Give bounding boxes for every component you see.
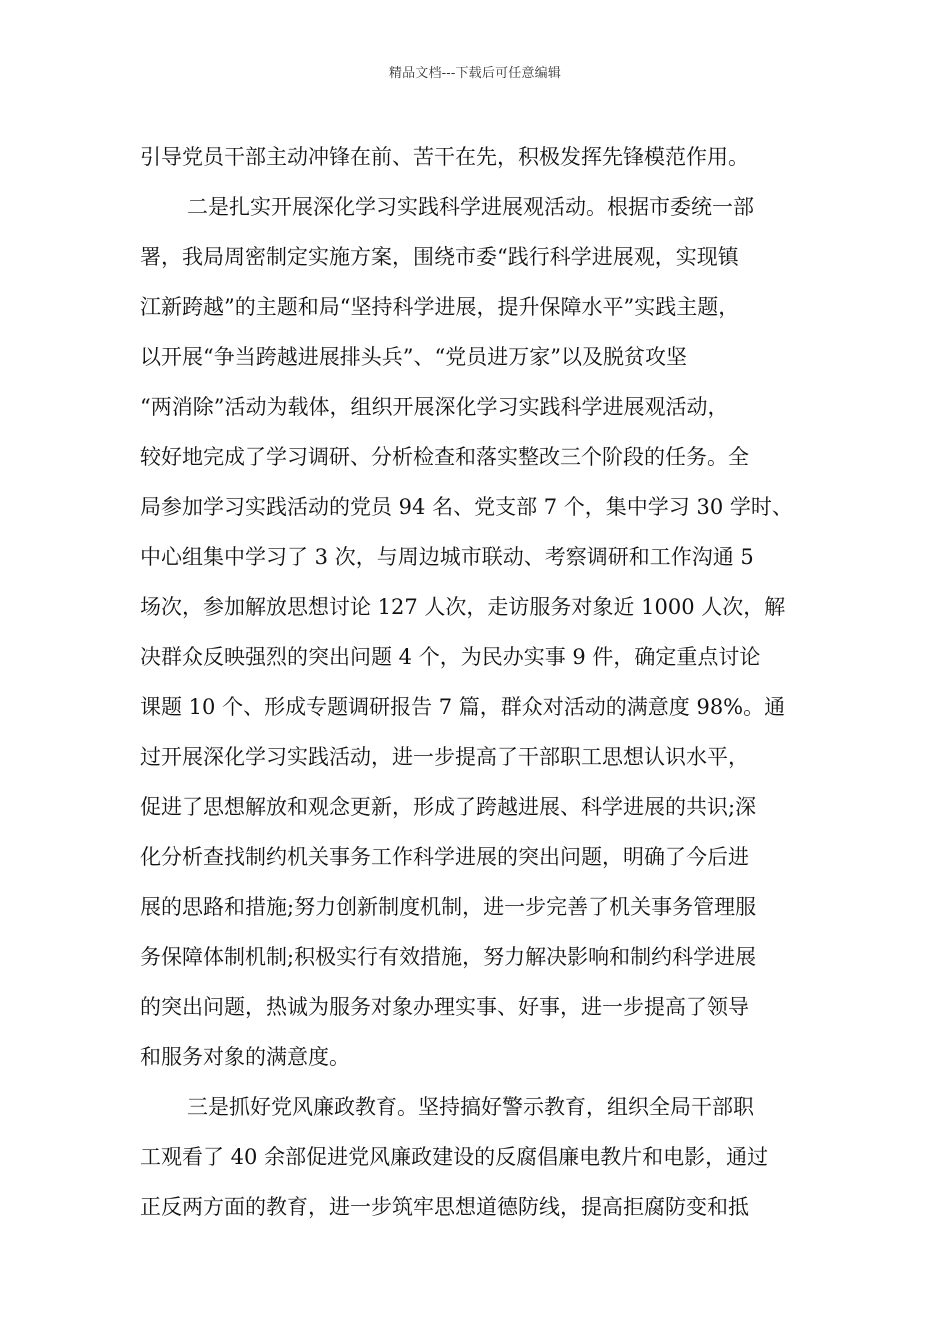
text-line: 署，我局周密制定实施方案，围绕市委“践行科学进展观，实现镇 <box>140 245 739 269</box>
text-line: 展的思路和措施;努力创新制度机制，进一步完善了机关事务管理服 <box>140 895 757 919</box>
text-line: 务保障体制机制;积极实行有效措施，努力解决影响和制约科学进展 <box>140 945 757 969</box>
text-line: 场次，参加解放思想讨论 127 人次，走访服务对象近 1000 人次，解 <box>140 595 786 619</box>
text-line: 二是扎实开展深化学习实践科学进展观活动。根据市委统一部 <box>187 195 754 219</box>
text-line: 过开展深化学习实践活动，进一步提高了干部职工思想认识水平， <box>140 745 749 769</box>
text-line: 促进了思想解放和观念更新，形成了跨越进展、科学进展的共识;深 <box>140 795 757 819</box>
text-line: 正反两方面的教育，进一步筑牢思想道德防线，提高拒腐防变和抵 <box>140 1195 749 1219</box>
text-line: 的突出问题，热诚为服务对象办理实事、好事，进一步提高了领导 <box>140 995 749 1019</box>
paragraph-1 <box>140 132 830 182</box>
paragraph-2 <box>140 182 830 1082</box>
text-line: 局参加学习实践活动的党员 94 名、党支部 7 个，集中学习 30 学时、 <box>140 495 793 519</box>
text-line: 三是抓好党风廉政教育。坚持搞好警示教育，组织全局干部职 <box>187 1095 754 1119</box>
text-line: 决群众反映强烈的突出问题 4 个，为民办实事 9 件，确定重点讨论 <box>140 645 761 669</box>
text-line: 较好地完成了学习调研、分析检查和落实整改三个阶段的任务。全 <box>140 445 749 469</box>
text-line: “两消除”活动为载体，组织开展深化学习实践科学进展观活动， <box>140 395 729 419</box>
document-body <box>140 132 830 1232</box>
text-line: 江新跨越”的主题和局“坚持科学进展，提升保障水平”实践主题， <box>140 295 740 319</box>
paragraph-3 <box>140 1082 830 1232</box>
text-line: 中心组集中学习了 3 次，与周边城市联动、考察调研和工作沟通 5 <box>140 545 754 569</box>
text-line: 和服务对象的满意度。 <box>140 1045 350 1069</box>
text-line: 化分析查找制约机关事务工作科学进展的突出问题，明确了今后进 <box>140 845 749 869</box>
text-line: 工观看了 40 余部促进党风廉政建设的反腐倡廉电教片和电影，通过 <box>140 1145 769 1169</box>
text-line: 课题 10 个、形成专题调研报告 7 篇，群众对活动的满意度 98%。通 <box>140 695 786 719</box>
text-line: 以开展“争当跨越进展排头兵”、“党员进万家”以及脱贫攻坚 <box>140 345 687 369</box>
text-line: 引导党员干部主动冲锋在前、苦干在先，积极发挥先锋模范作用。 <box>140 145 749 169</box>
page-header: 精品文档---下载后可任意编辑 <box>388 66 562 81</box>
